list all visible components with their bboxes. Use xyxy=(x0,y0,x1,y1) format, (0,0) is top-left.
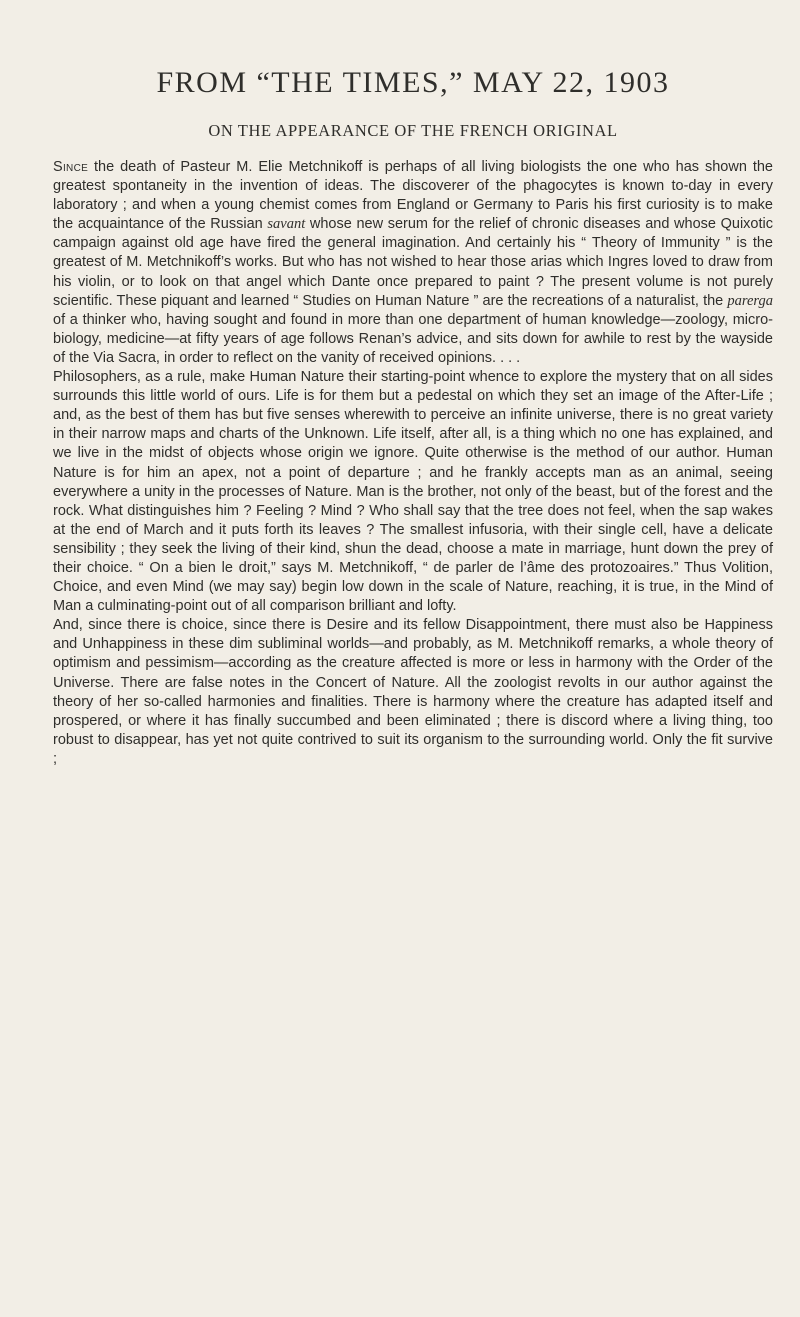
article-body xyxy=(53,158,773,769)
paragraph-1 xyxy=(53,158,773,368)
italic-parerga: parerga xyxy=(727,292,773,309)
page-subtitle: ON THE APPEARANCE OF THE FRENCH ORIGINAL xyxy=(208,121,618,140)
italic-savant: savant xyxy=(267,216,306,233)
paragraph-1-text-a: the death of Pasteur M. Elie Metchnikoff is perhaps of all living biologists the one who has shown the greatest spontaneity in the invention of ideas. The discoverer of the phagocytes is known to-day in every laboratory ; and when a young chemist comes from England or Germany to Paris his first curiosity is to make the acquaintance of the Russian xyxy=(53,159,773,233)
document-page xyxy=(53,0,773,1317)
paragraph-3: And, since there is choice, since there is Desire and its fellow Disappointment, there must also be Happiness and Unhappiness in these dim subliminal worlds—and probably, as M. Metchnikoff remarks, a whole theory of optimism and pessimism—according as the creature affected is more or less in harmony with the Order of the Universe. There are false notes in the Concert of Nature. All the zoologist revolts in our author against the theory of her so-called harmonies and finalities. There is harmony where the creature has adapted itself and prospered, or where it has finally succumbed and been eliminated ; there is discord where a living thing, too robust to disappear, has yet not quite contrived to suit its organism to the surrounding world. Only the fit survive ; xyxy=(53,617,773,767)
paragraph-1-text-b: whose new serum for the relief of chronic diseases and whose Quixotic campaign against old age have fired the general imagination. And certainly his “ Theory of Immunity ” is the greatest of M. Metchnikoff’s works. But who has not wished to hear those arias which Ingres loved to draw from his violin, or to look on that angel which Dante once prepared to paint ? The present volume is not purely scientific. These piquant and learned “ Studies on Human Nature ” are the recreations of a naturalist, the xyxy=(53,216,773,309)
paragraph-1-text-c: of a thinker who, having sought and found in more than one department of human knowledge—zoology, micro-biology, medicine—at fifty years of age follows Renan’s advice, and sits down for awhile to rest by the wayside of the Via Sacra, in order to reflect on the vanity of received opinions. . . . xyxy=(53,311,773,366)
paragraph-lead-word: Since xyxy=(53,159,89,175)
page-title: FROM “THE TIMES,” MAY 22, 1903 xyxy=(156,66,670,99)
paragraph-2: Philosophers, as a rule, make Human Nature their starting-point whence to explore the mystery that on all sides surrounds this little world of ours. Life is for them but a pedestal on which they set an image of the After-Life ; and, as the best of them has but five senses wherewith to perceive an infinite universe, there is no great variety in their narrow maps and charts of the Unknown. Life itself, after all, is a thing which no one has explained, and we live in the midst of objects whose origin we ignore. Quite otherwise is the method of our author. Human Nature is for him an apex, not a point of departure ; and he frankly accepts man as an animal, seeing everywhere a unity in the processes of Nature. Man is the brother, not only of the beast, but of the forest and the rock. What distinguishes him ? Feeling ? Mind ? Who shall say that the tree does not feel, when the sap wakes at the end of March and it puts forth its leaves ? The smallest infusoria, with their single cell, have a delicate sensibility ; they seek the living of their kind, shun the dead, choose a mate in marriage, hunt down the prey of their choice. “ On a bien le droit,” says M. Metchnikoff, “ de parler de l’âme des protozoaires.” Thus Volition, Choice, and even Mind (we may say) begin low down in the scale of Nature, reaching, it is true, in the Mind of Man a culminating-point out of all comparison brilliant and lofty. xyxy=(53,369,773,615)
